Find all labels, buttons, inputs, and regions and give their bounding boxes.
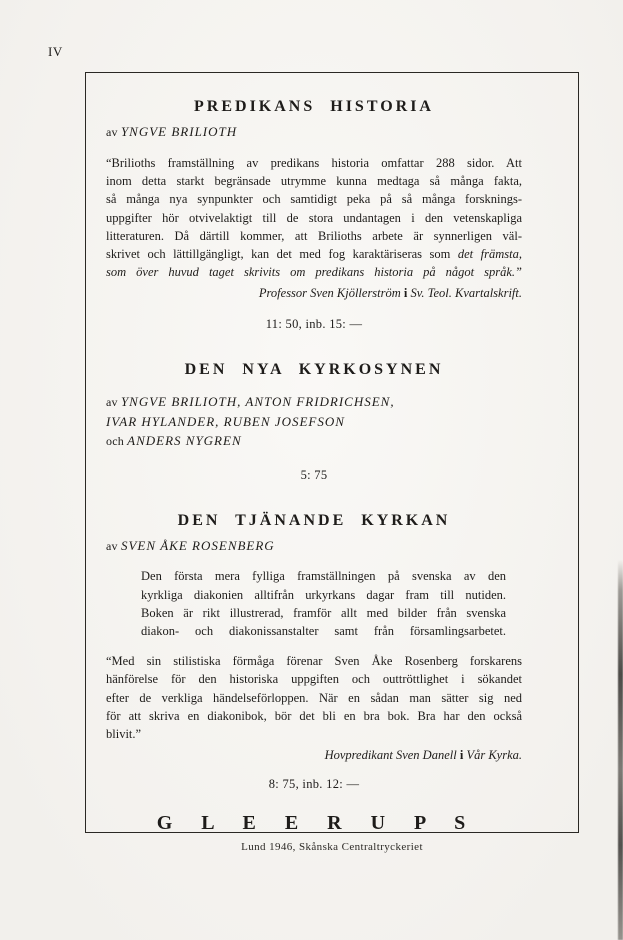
printer-imprint: Lund 1946, Skånska Centraltryckeriet bbox=[241, 841, 423, 853]
book-byline: av YNGVE BRILIOTH bbox=[106, 124, 238, 139]
price-line: 5: 75 bbox=[300, 468, 328, 483]
scan-edge-artifact bbox=[618, 560, 623, 940]
publisher-name: G L E E R U P S bbox=[156, 812, 478, 833]
quote-attribution: Hovpredikant Sven Danell i Vår Kyrka. bbox=[324, 748, 522, 763]
book-title: PREDIKANS HISTORIA bbox=[194, 98, 434, 115]
price-line: 11: 50, inb. 15: — bbox=[265, 317, 363, 332]
book-section-den-nya-kyrkosynen bbox=[106, 360, 522, 485]
book-title: DEN NYA KYRKOSYNEN bbox=[184, 361, 444, 379]
quote-attribution: Professor Sven Kjöllerström i Sv. Teol. Kvartalskrift. bbox=[258, 286, 522, 301]
book-authors: av YNGVE BRILIOTH, ANTON FRIDRICHSEN, IVAR HYLANDER, RUBEN JOSEFSON och ANDERS NYGREN bbox=[106, 394, 395, 449]
price-line: 8: 75, inb. 12: — bbox=[268, 777, 360, 792]
advert-box bbox=[85, 72, 579, 833]
book-description: Den första mera fylliga framställningen på svenska av den kyrkliga diakonien alltifrån urkyrkans dagar fram till nutiden. Boken är rikt illustrerad, framför allt med bilder från svenska diakon- och diakonissanstalter samt från församlingsarbetet. bbox=[141, 569, 506, 639]
book-section-den-tjanande-kyrkan bbox=[106, 511, 522, 794]
book-section-predikans-historia bbox=[106, 97, 522, 334]
page-number: IV bbox=[48, 44, 63, 59]
review-quote: “Brilioths framställning av predikans historia omfattar 288 sidor. Att inom detta starkt begränsade utrymme kunna medtaga så många fakta, så många nya synpunkter och samtidigt peka på så många forsknings- uppgifter hör otvivelaktigt till de stora undantagen i den vetenskapliga litteraturen. Då därtill kommer, att Brilioths arbete är synnerligen väl- skrivet och lättillgängligt, kan det med fog karaktäriseras som det främsta, som över huvud taget skrivits om predikans historia på något språk.” bbox=[106, 156, 522, 280]
book-title: DEN TJÄNANDE KYRKAN bbox=[177, 512, 451, 530]
review-quote: “Med sin stilistiska förmåga förenar Sven Åke Rosenberg forskarens hänförelse för den historiska uppgiften och outtröttlighet i sökandet efter de verkliga händelseförloppen. När en sådan man sätter sig ned för att skriva en diakonibok, bör det bli en bra bok. Bra har den också blivit.” bbox=[106, 654, 522, 742]
book-byline: av SVEN ÅKE ROSENBERG bbox=[106, 538, 275, 554]
